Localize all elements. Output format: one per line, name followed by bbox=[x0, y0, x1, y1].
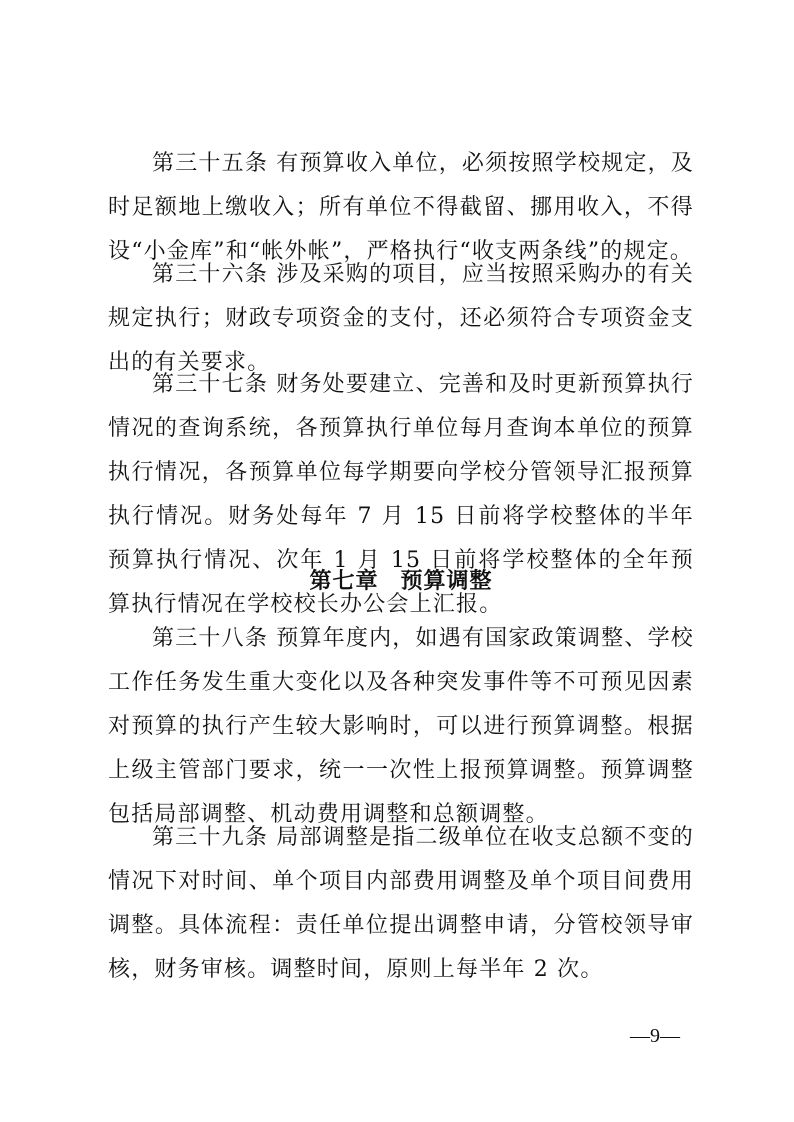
chapter-title: 预算调整 bbox=[400, 569, 493, 594]
article-36-paragraph: 第三十六条 涉及采购的项目，应当按照采购办的有关规定执行；财政专项资金的支付，还必须符合专项资金支出的有关要求。 bbox=[108, 262, 694, 375]
article-35-paragraph: 第三十五条 有预算收入单位，必须按照学校规定，及时足额地上缴收入；所有单位不得截留、挪用收入，不得设“小金库”和“帐外帐”，严格执行“收支两条线”的规定。 bbox=[108, 151, 694, 264]
chapter-heading bbox=[108, 562, 694, 602]
article-39-paragraph: 第三十九条 局部调整是指二级单位在收支总额不变的情况下对时间、单个项目内部费用调整及单个项目间费用调整。具体流程：责任单位提出调整申请，分管校领导审核，财务审核。调整时间，原则上每半年 2 次。 bbox=[108, 825, 694, 982]
chapter-number: 第七章 bbox=[309, 569, 379, 594]
article-37-paragraph: 第三十七条 财务处要建立、完善和及时更新预算执行情况的查询系统，各预算执行单位每月查询本单位的预算执行情况，各预算单位每学期要向学校分管领导汇报预算执行情况。财务处每年 7 月 15 日前将学校整体的半年预算执行情况、次年 1 月 15 日前将学校整体的全年预算执行情况在学校校长办公会上汇报。 bbox=[108, 372, 694, 617]
article-38-paragraph: 第三十八条 预算年度内，如遇有国家政策调整、学校工作任务发生重大变化以及各种突发事件等不可预见因素对预算的执行产生较大影响时，可以进行预算调整。根据上级主管部门要求，统一一次性上报预算调整。预算调整包括局部调整、机动费用调整和总额调整。 bbox=[108, 626, 694, 827]
page-number: —9— bbox=[630, 1025, 680, 1047]
